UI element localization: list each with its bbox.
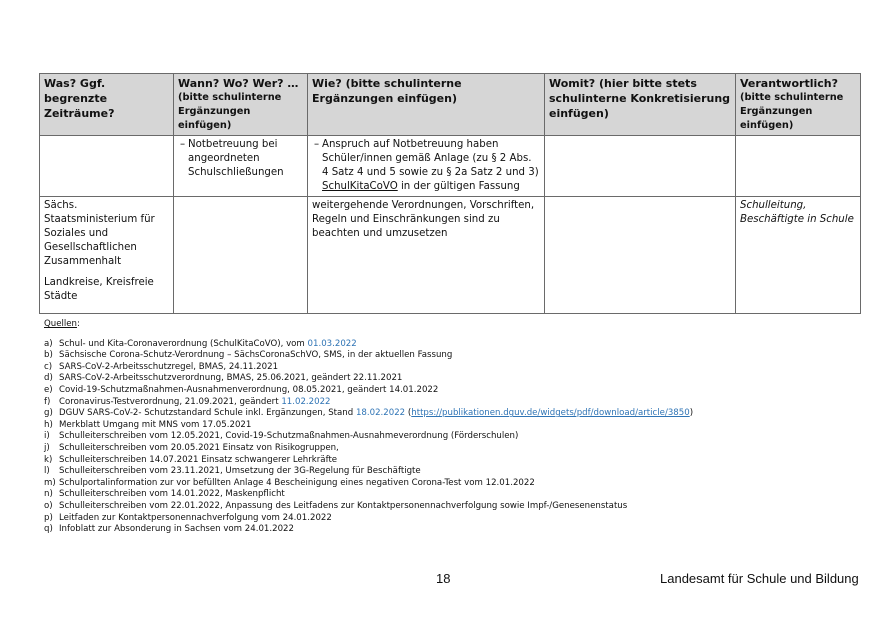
source-item-body <box>59 339 357 351</box>
dash-bullet-icon: – <box>314 139 320 150</box>
header-wann-label: Wann? Wo? Wer? … <box>178 77 299 90</box>
source-item-body <box>59 350 452 362</box>
sources-title-colon: : <box>77 319 80 329</box>
header-wie <box>308 74 545 136</box>
bullet-list <box>312 138 540 194</box>
source-item <box>44 478 844 490</box>
table-row <box>40 197 861 314</box>
sources-section <box>44 319 844 536</box>
sources-title: Quellen <box>44 319 78 329</box>
source-item <box>44 339 844 351</box>
cell-womit <box>545 197 736 314</box>
source-item-text: Schul- und Kita-Coronaverordnung (SchulKitaCoVO), vom <box>59 338 308 349</box>
source-item-text: Schulleiterschreiben 14.07.2021 Einsatz schwangerer Lehrkräfte <box>59 454 338 465</box>
source-item-text: Merkblatt Umgang mit MNS vom 17.05.2021 <box>59 419 252 430</box>
header-wann <box>174 74 308 136</box>
source-item <box>44 397 844 409</box>
source-item-label: o) <box>44 500 53 511</box>
source-item-label: p) <box>44 512 53 523</box>
list-item <box>312 138 540 194</box>
source-item <box>44 489 844 501</box>
source-item-body <box>59 431 518 443</box>
header-was-label: Was? Ggf. begrenzte Zeiträume? <box>44 77 115 120</box>
source-item-date-highlight: 11.02.2022 <box>281 396 331 407</box>
source-item-label: g) <box>44 408 53 419</box>
source-item-body <box>59 362 278 374</box>
source-item-text: Covid-19-Schutzmaßnahmen-Ausnahmenverordnung, 08.05.2021, geändert 14.01.2022 <box>59 384 439 395</box>
source-item-label: d) <box>44 373 53 384</box>
measures-table <box>39 73 861 314</box>
header-verantwortlich-label: Verantwortlich? <box>740 77 838 90</box>
header-verantwortlich <box>736 74 861 136</box>
header-verantwortlich-sublabel: (bitte schulinterne Ergänzungen einfügen) <box>740 92 844 131</box>
source-item-date-highlight: 18.02.2022 <box>355 408 406 419</box>
source-item <box>44 373 844 385</box>
source-item-body <box>59 455 337 467</box>
source-item-text: DGUV SARS-CoV-2- Schutzstandard Schule inkl. Ergänzungen, Stand <box>59 408 356 419</box>
source-item-text: SARS-CoV-2-Arbeitsschutzregel, BMAS, 24.11.2021 <box>59 361 279 372</box>
source-item-text: Schulleiterschreiben vom 12.05.2021, Covid-19-Schutzmaßnahmen-Ausnahmeverordnung (Förderschulen) <box>59 431 519 442</box>
source-item-label: b) <box>44 350 53 361</box>
source-item <box>44 443 844 455</box>
source-item-label: i) <box>44 431 50 442</box>
source-item <box>44 385 844 397</box>
source-item-text: Infoblatt zur Absonderung in Sachsen vom 24.01.2022 <box>59 524 294 535</box>
list-item-text: Notbetreuung bei angeordneten Schulschließungen <box>188 139 284 178</box>
source-item-label: a) <box>44 338 53 349</box>
source-item-body <box>59 513 332 525</box>
header-wie-label: Wie? (bitte schulinterne Ergänzungen einfügen) <box>312 77 462 105</box>
source-item-body <box>59 397 331 409</box>
dguv-download-link[interactable]: https://publikationen.dguv.de/widgets/pdf/download/article/3850 <box>411 408 690 419</box>
page-number: 18 <box>436 571 451 586</box>
list-item-text: Anspruch auf Notbetreuung haben Schüler/innen gemäß Anlage (zu § 2 Abs. 4 Satz 4 und 5 sowie zu § 2a Satz 2 und 3) <box>322 139 539 178</box>
source-item <box>44 466 844 478</box>
sources-heading <box>44 319 844 331</box>
source-item <box>44 362 844 374</box>
responsible-line: Schulleitung, <box>740 200 807 211</box>
footer-organization: Landesamt für Schule und Bildung <box>660 571 859 586</box>
source-item-text: Leitfaden zur Kontaktpersonennachverfolgung vom 24.01.2022 <box>59 512 332 523</box>
source-item-body <box>59 478 535 490</box>
source-item-text: SARS-CoV-2-Arbeitsschutzverordnung, BMAS, 25.06.2021, geändert 22.11.2021 <box>59 373 403 384</box>
source-item-body <box>59 385 438 397</box>
source-item <box>44 455 844 467</box>
source-item-body <box>59 373 402 385</box>
header-womit-label: Womit? (hier bitte stets schulinterne Konkretisierung einfügen) <box>549 77 731 120</box>
list-item-text-suffix: in der gültigen Fassung <box>400 181 520 192</box>
dash-bullet-icon: – <box>180 139 186 150</box>
source-item-label: e) <box>44 384 53 395</box>
source-item-label: n) <box>44 489 53 500</box>
source-item-text: Schulportalinformation zur vor befüllten Anlage 4 Bescheinigung eines negativen Corona-Test vom 12.01.2022 <box>59 477 535 488</box>
source-item-label: f) <box>44 396 51 407</box>
source-item <box>44 513 844 525</box>
table-header-row <box>40 74 861 136</box>
header-womit <box>545 74 736 136</box>
source-item-label: h) <box>44 419 53 430</box>
source-item-label: q) <box>44 524 53 535</box>
source-item <box>44 350 844 362</box>
source-item-label: l) <box>44 466 50 477</box>
source-item-body <box>59 443 339 455</box>
cell-verantwortlich <box>736 136 861 197</box>
cell-wann <box>174 197 308 314</box>
bullet-list <box>178 138 303 180</box>
source-item-label: m) <box>44 477 56 488</box>
cell-wie <box>308 136 545 197</box>
source-item-text: Schulleiterschreiben vom 20.05.2021 Einsatz von Risikogruppen, <box>59 442 339 453</box>
responsible-line: Beschäftigte in Schule <box>740 214 854 225</box>
cell-wann <box>174 136 308 197</box>
source-item <box>44 501 844 513</box>
source-item-text: Coronavirus-Testverordnung, 21.09.2021, geändert <box>59 396 282 407</box>
source-item-text: Schulleiterschreiben vom 14.01.2022, Maskenpflicht <box>59 489 285 500</box>
cell-was <box>40 197 174 314</box>
source-item-body <box>59 524 294 536</box>
source-item-body <box>59 489 285 501</box>
list-item <box>178 138 303 180</box>
source-item-body <box>59 408 693 420</box>
source-item-date-highlight: 01.03.2022 <box>307 338 357 349</box>
cell-paragraph: Sächs. Staatsministerium für Soziales und Gesellschaftlichen Zusammenhalt <box>44 200 155 267</box>
source-item-text: Schulleiterschreiben vom 23.11.2021, Umsetzung der 3G-Regelung für Beschäftigte <box>59 466 421 477</box>
cell-was <box>40 136 174 197</box>
cell-womit <box>545 136 736 197</box>
source-item-text: Sächsische Corona-Schutz-Verordnung – SächsCoronaSchVO, SMS, in der aktuellen Fassung <box>59 350 453 361</box>
cell-paragraph: Landkreise, Kreisfreie Städte <box>44 277 154 302</box>
schulkitacovo-link[interactable]: SchulKitaCoVO <box>322 181 398 192</box>
source-item-label: j) <box>44 442 50 453</box>
header-wann-sublabel: (bitte schulinterne Ergänzungen einfügen) <box>178 92 282 131</box>
cell-text: weitergehende Verordnungen, Vorschriften, Regeln und Einschränkungen sind zu beachten und umzusetzen <box>312 200 535 239</box>
table-row <box>40 136 861 197</box>
cell-wie <box>308 197 545 314</box>
source-item-body <box>59 466 421 478</box>
source-item-text: Schulleiterschreiben vom 22.01.2022, Anpassung des Leitfadens zur Kontaktpersonennachverfolgung sowie Impf-/Genesenenstatus <box>59 500 628 511</box>
source-item-punct: ) <box>689 408 694 419</box>
source-item <box>44 408 844 420</box>
source-item <box>44 420 844 432</box>
source-item-label: c) <box>44 361 53 372</box>
source-item-label: k) <box>44 454 53 465</box>
cell-verantwortlich <box>736 197 861 314</box>
source-item <box>44 524 844 536</box>
source-item <box>44 431 844 443</box>
header-was <box>40 74 174 136</box>
source-item-body <box>59 420 251 432</box>
source-item-punct: ( <box>405 408 412 419</box>
source-item-body <box>59 501 627 513</box>
sources-list <box>44 339 844 536</box>
